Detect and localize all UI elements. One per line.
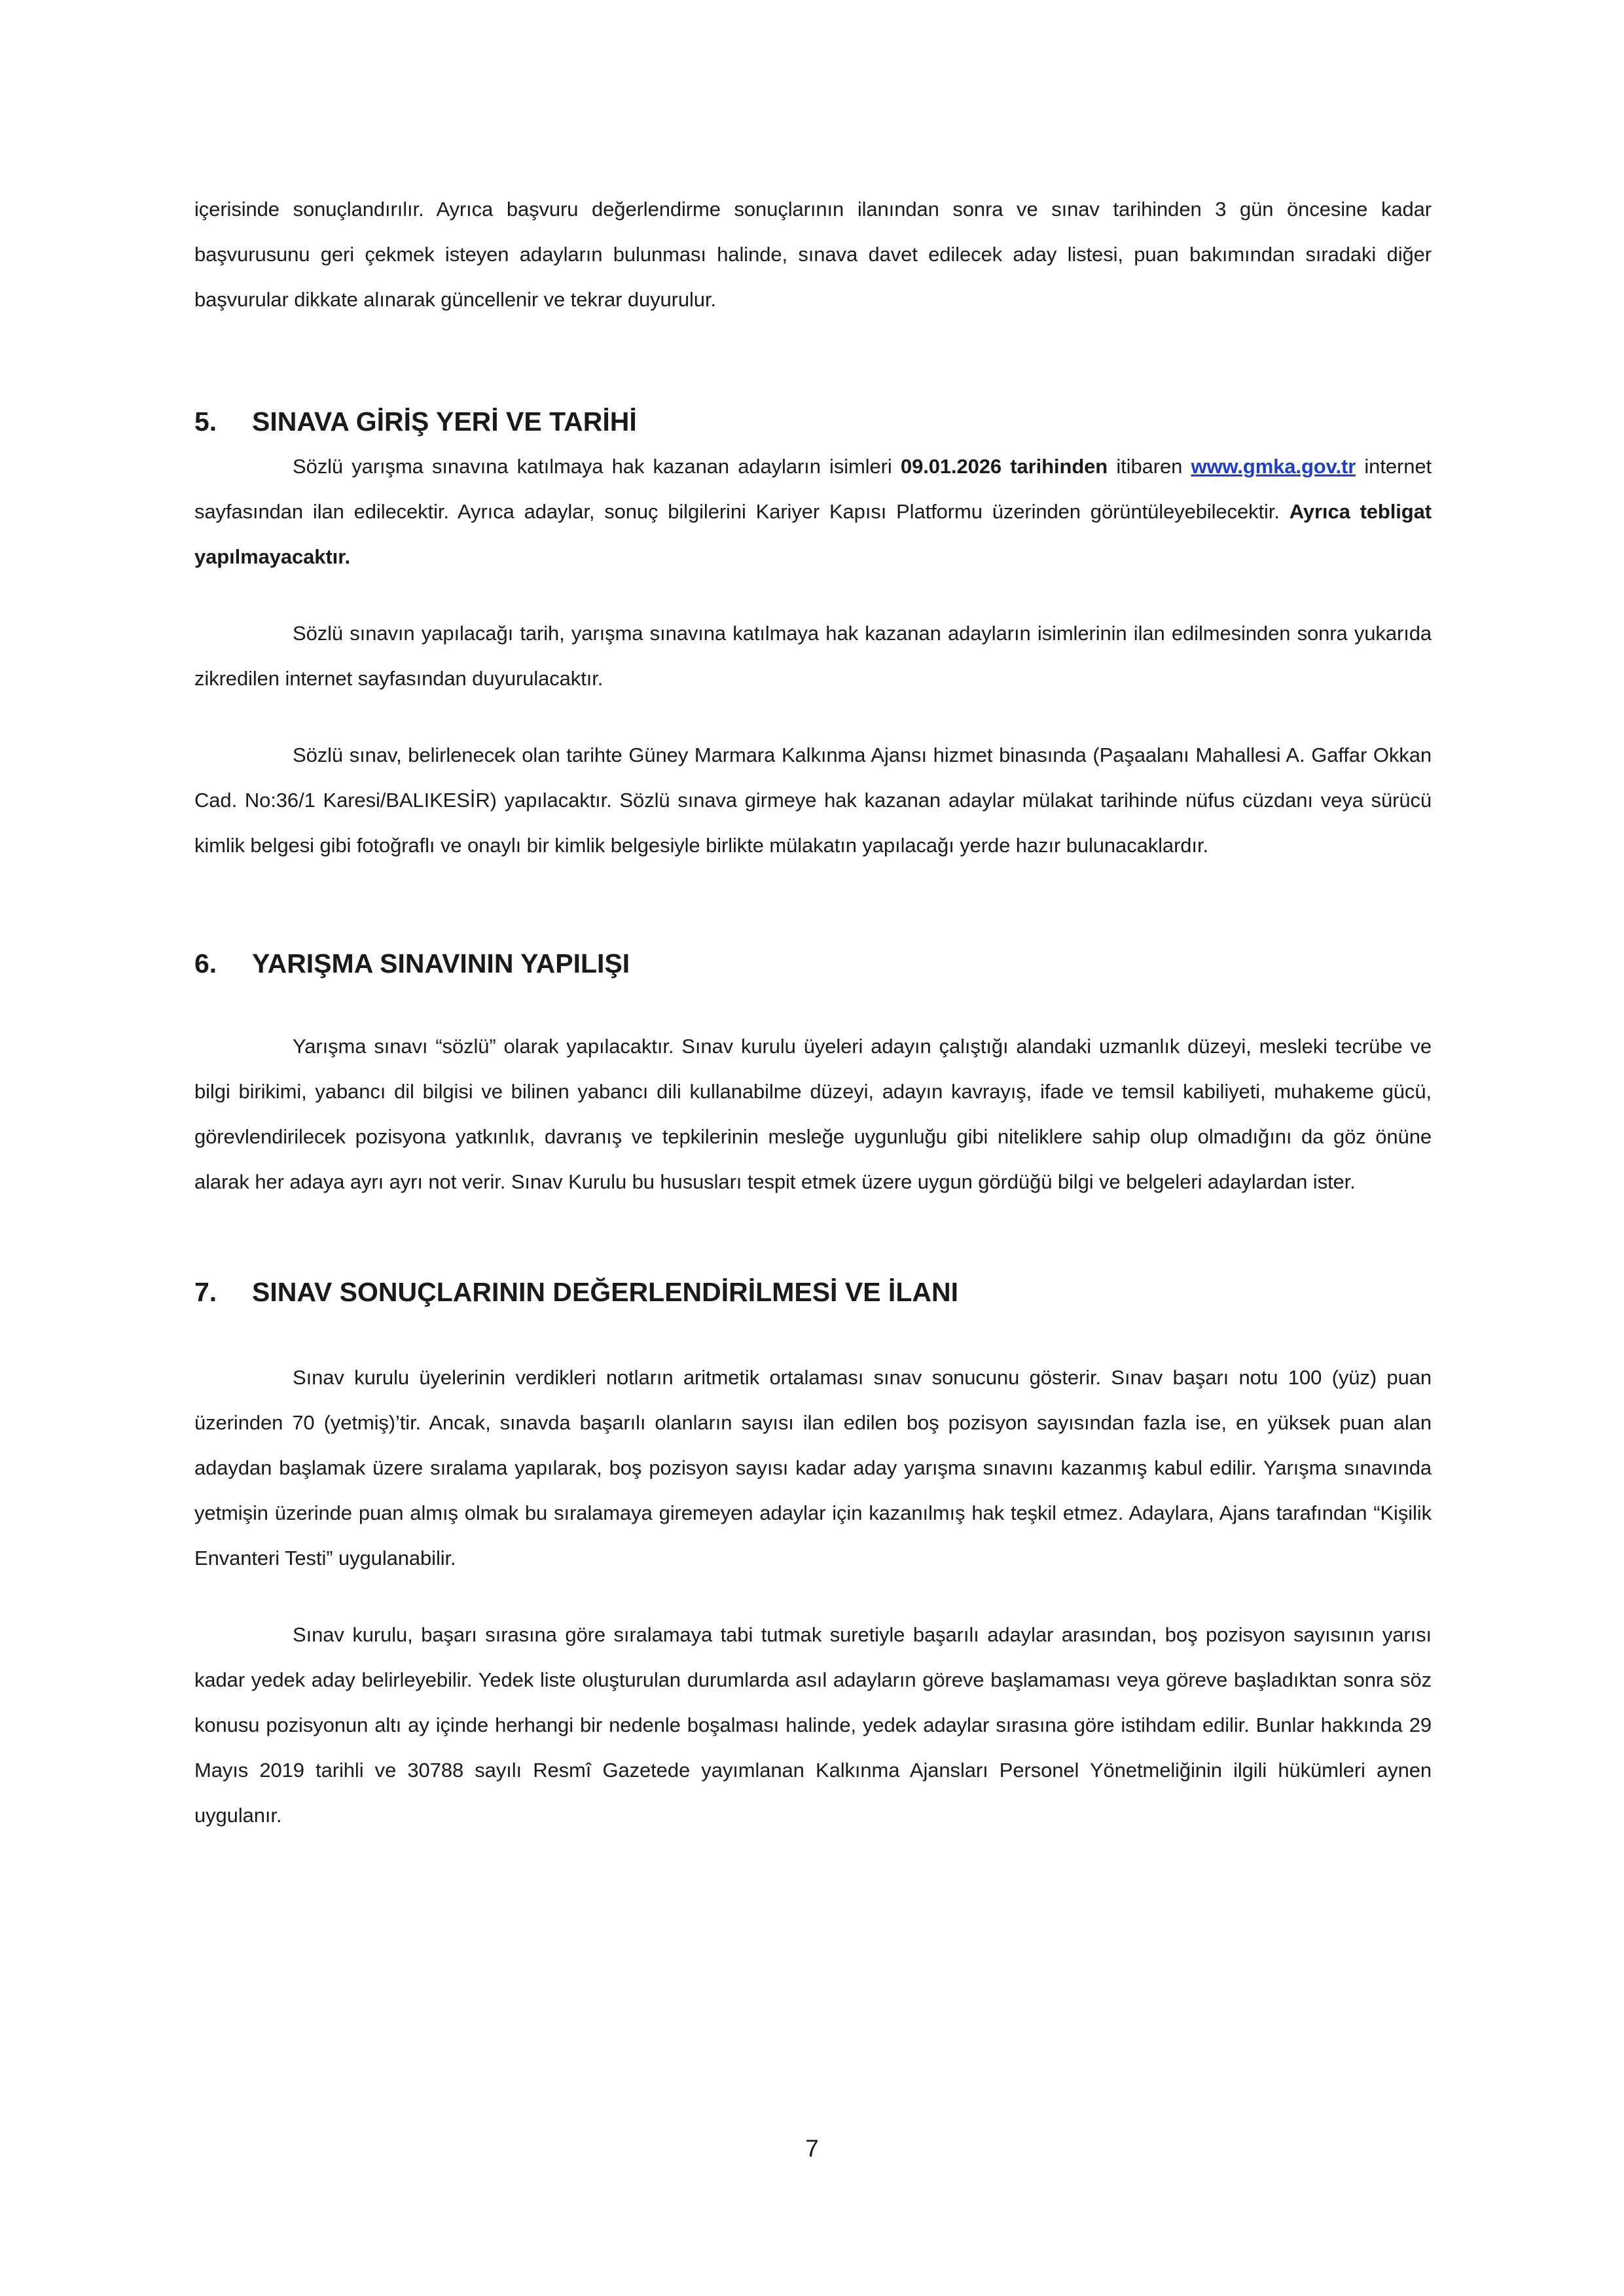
spacer bbox=[194, 1312, 1432, 1355]
section-7-title: SINAV SONUÇLARININ DEĞERLENDİRİLMESİ VE İLANI bbox=[252, 1277, 958, 1307]
section-6-paragraph-1: Yarışma sınavı “sözlü” olarak yapılacaktır. Sınav kurulu üyeleri adayın çalıştığı alandaki uzmanlık düzeyi, mesleki tecrübe ve bilgi birikimi, yabancı dil bilgisi ve bilinen yabancı dili kullanabilme düzeyi, adayın kavrayış, ifade ve temsil kabiliyeti, muhakeme gücü, görevlendirilecek pozisyona yatkınlık, davranış ve tepkilerinin mesleğe uygunluğu gibi niteliklere sahip olup olmadığını da göz önüne alarak her adaya ayrı ayrı not verir. Sınav Kurulu bu hususları tespit etmek üzere uygun gördüğü bilgi ve belgeleri adaylardan ister. bbox=[194, 1035, 1432, 1193]
spacer bbox=[194, 983, 1432, 1024]
section-7-paragraph-2: Sınav kurulu, başarı sırasına göre sıralamaya tabi tutmak suretiyle başarılı adaylar arasından, boş pozisyon sayısının yarısı kadar yedek aday belirleyebilir. Yedek liste oluşturulan durumlarda asıl adayların göreve başlamaması veya göreve başladıktan sonra söz konusu pozisyonun altı ay içinde herhangi bir nedenle boşalması halinde, yedek adaylar sırasına göre istihdam edilir. Bunlar hakkında 29 Mayıs 2019 tarihli ve 30788 sayılı Resmî Gazetede yayımlanan Kalkınma Ajansları Personel Yönetmeliğinin ilgili hükümleri aynen uygulanır. bbox=[194, 1623, 1432, 1827]
section-6-title: YARIŞMA SINAVININ YAPILIŞI bbox=[252, 948, 630, 978]
announcement-date: 09.01.2026 tarihinden bbox=[900, 455, 1108, 478]
section-7-heading bbox=[194, 1272, 1432, 1312]
section-7-number: 7. bbox=[194, 1277, 217, 1307]
section-5-paragraph-1 bbox=[194, 444, 1432, 579]
spacer bbox=[194, 322, 1432, 402]
section-5-p1-text-c: internet sayfasından ilan edilecektir. Ayrıca adaylar, sonuç bilgilerini Kariyer Kapısı Platformu üzerinden görüntüleyebilecektir. bbox=[194, 455, 1432, 523]
section-5-number: 5. bbox=[194, 406, 217, 437]
section-6-number: 6. bbox=[194, 948, 217, 978]
section-5-heading bbox=[194, 402, 1432, 441]
section-5-paragraph-3: Sözlü sınav, belirlenecek olan tarihte Güney Marmara Kalkınma Ajansı hizmet binasında (Paşaalanı Mahallesi A. Gaffar Okkan Cad. No:36/1 Karesi/BALIKESİR) yapılacaktır. Sözlü sınava girmeye hak kazanan adaylar mülakat tarihinde nüfus cüzdanı veya sürücü kimlik belgesi gibi fotoğraflı ve onaylı bir kimlik belgesiyle birlikte mülakatın yapılacağı yerde hazır bulunacaklardır. bbox=[194, 744, 1432, 857]
section-7-paragraph-1: Sınav kurulu üyelerinin verdikleri notların aritmetik ortalaması sınav sonucunu gösterir. Sınav başarı notu 100 (yüz) puan üzerinden 70 (yetmiş)’tir. Ancak, sınavda başarılı olanların sayısı ilan edilen boş pozisyon sayısından fazla ise, en yüksek puan alan adaydan başlamak üzere sıralama yapılarak, boş pozisyon sayısı kadar aday yarışma sınavını kazanmış kabul edilir. Yarışma sınavında yetmişin üzerinde puan almış olmak bu sıralamaya giremeyen adaylar için kazanılmış hak teşkil etmez. Adaylara, Ajans tarafından “Kişilik Envanteri Testi” uygulanabilir. bbox=[194, 1366, 1432, 1570]
section-5-title: SINAVA GİRİŞ YERİ VE TARİHİ bbox=[252, 406, 637, 437]
section-6-heading bbox=[194, 944, 1432, 983]
section-5-p1-text-a: Sözlü yarışma sınavına katılmaya hak kazanan adayların isimleri bbox=[293, 455, 901, 478]
document-page bbox=[194, 187, 1432, 1838]
intro-paragraph: içerisinde sonuçlandırılır. Ayrıca başvuru değerlendirme sonuçlarının ilanından sonra ve sınav tarihinden 3 gün öncesine kadar başvurusunu geri çekmek isteyen adayların bulunması halinde, sınava davet edilecek aday listesi, puan bakımından sıradaki diğer başvurular dikkate alınarak güncellenir ve tekrar duyurulur. bbox=[194, 198, 1432, 311]
spacer bbox=[194, 701, 1432, 732]
spacer bbox=[194, 1204, 1432, 1272]
page-number: 7 bbox=[805, 2135, 819, 2162]
spacer bbox=[194, 1581, 1432, 1612]
spacer bbox=[194, 579, 1432, 611]
section-5-p1-text-b: itibaren bbox=[1108, 455, 1191, 478]
section-5-paragraph-2: Sözlü sınavın yapılacağı tarih, yarışma sınavına katılmaya hak kazanan adayların isimlerinin ilan edilmesinden sonra yukarıda zikredilen internet sayfasından duyurulacaktır. bbox=[194, 622, 1432, 690]
gmka-website-link[interactable]: www.gmka.gov.tr bbox=[1191, 455, 1356, 478]
no-notification-notice: Ayrıca tebligat yapılmayacaktır. bbox=[194, 500, 1432, 568]
spacer bbox=[194, 868, 1432, 944]
